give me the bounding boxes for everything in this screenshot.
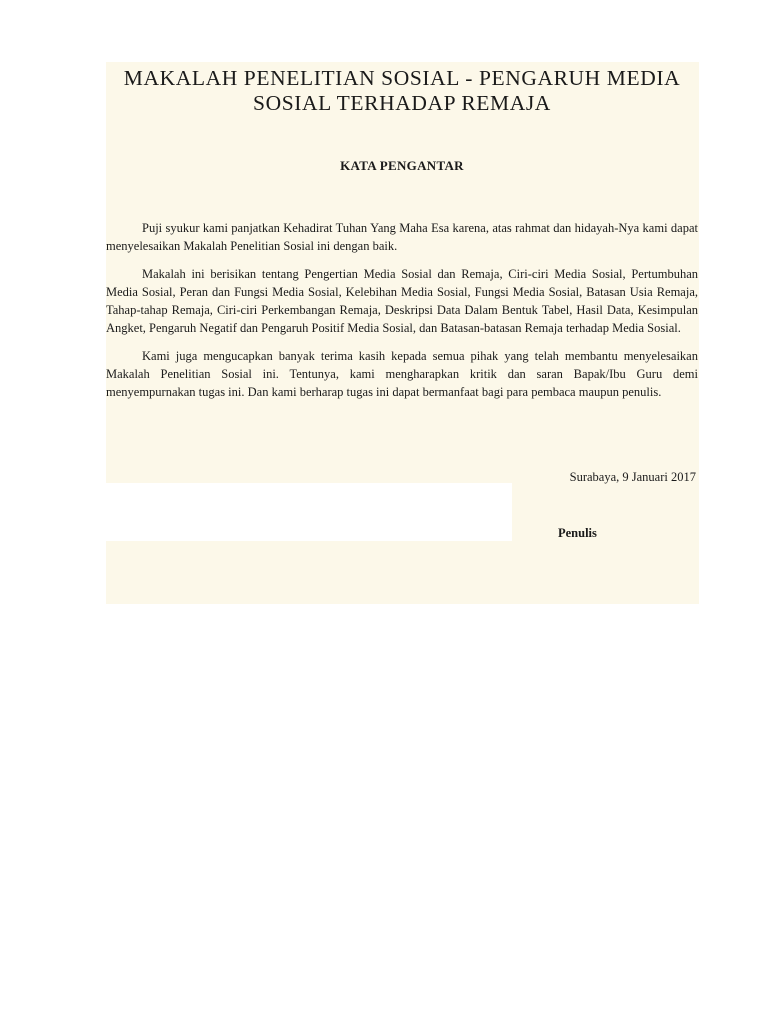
signer-label: Penulis (558, 526, 597, 540)
paragraphs (106, 219, 698, 401)
document-title: MAKALAH PENELITIAN SOSIAL - PENGARUH MEDIA SOSIAL TERHADAP REMAJA (123, 66, 681, 115)
place-date: Surabaya, 9 Januari 2017 (569, 470, 696, 484)
section-heading: KATA PENGANTAR (340, 158, 464, 173)
paragraph: Makalah ini berisikan tentang Pengertian Media Sosial dan Remaja, Ciri-ciri Media Sosial, Pertumbuhan Media Sosial, Peran dan Fungsi Media Sosial, Kelebihan Media Sosial, Fungsi Media Sosial, Batasan Usia Remaja, Tahap-tahap Remaja, Ciri-ciri Perkembangan Remaja, Deskripsi Data Dalam Bentuk Tabel, Hasil Data, Kesimpulan Angket, Pengaruh Negatif dan Pengaruh Positif Media Sosial, dan Batasan-batasan Remaja terhadap Media Sosial. (106, 267, 698, 335)
document-content (106, 62, 698, 540)
paragraph: Puji syukur kami panjatkan Kehadirat Tuhan Yang Maha Esa karena, atas rahmat dan hidayah-Nya kami dapat menyelesaikan Makalah Penelitian Sosial ini dengan baik. (106, 221, 698, 253)
blank-overlay-box (106, 483, 512, 541)
paragraph: Kami juga mengucapkan banyak terima kasih kepada semua pihak yang telah membantu menyelesaikan Makalah Penelitian Sosial ini. Tentunya, kami mengharapkan kritik dan saran Bapak/Ibu Guru demi menyempurnakan tugas ini. Dan kami berharap tugas ini dapat bermanfaat bagi para pembaca maupun penulis. (106, 349, 698, 399)
